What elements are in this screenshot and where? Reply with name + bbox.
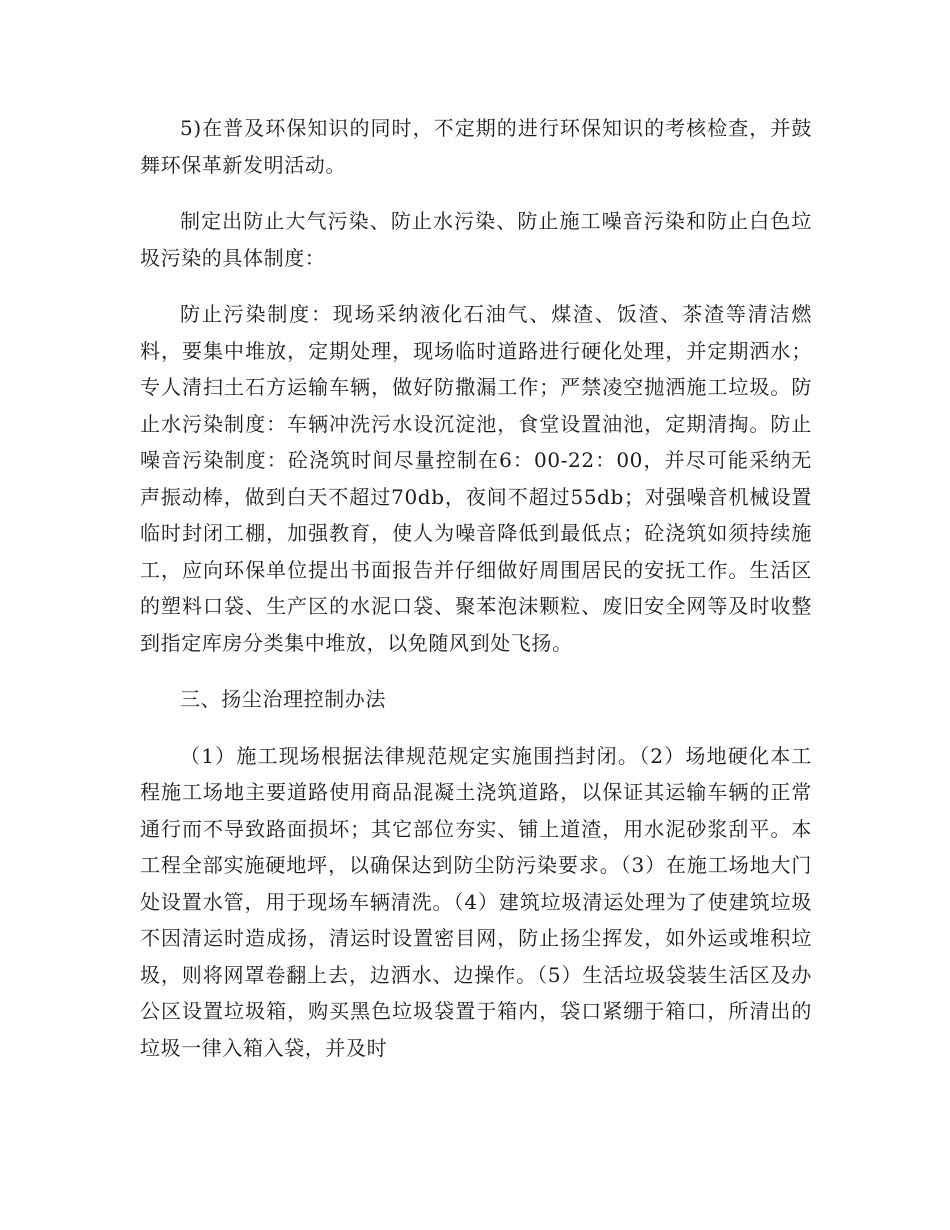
section-heading-dust-control: 三、扬尘治理控制办法 [180,687,386,711]
paragraph-dust-control-measures: （1）施工现场根据法律规范规定实施围挡封闭。（2）场地硬化本工程施工场地主要道路使用商品混凝土浇筑道路，以保证其运输车辆的正常通行而不导致路面损坏；其它部位夯实、铺上道渣，用水泥砂浆刮平。本工程全部实施硬地坪，以确保达到防尘防污染要求。（3）在施工场地大门处设置水管，用于现场车辆清洗。（4）建筑垃圾清运处理为了使建筑垃圾不因清运时造成扬，清运时设置密目网，防止扬尘挥发，如外运或堆积垃圾，则将网罩卷翻上去，边洒水、边操作。（5）生活垃圾袋装生活区及办公区设置垃圾箱，购买黑色垃圾袋置于箱内，袋口紧绷于箱口，所清出的垃圾一律入箱入袋，并及时 [140,743,812,1060]
paragraph-pollution-rules-intro: 制定出防止大气污染、防止水污染、防止施工噪音污染和防止白色垃圾污染的具体制度： [140,209,812,270]
document-body [140,110,812,1086]
paragraph-pollution-prevention: 防止污染制度：现场采纳液化石油气、煤渣、饭渣、茶渣等清洁燃料，要集中堆放，定期处理，现场临时道路进行硬化处理，并定期洒水；专人清扫土石方运输车辆，做好防撒漏工作；严禁凌空抛洒施工垃圾。防止水污染制度：车辆冲洗污水设沉淀池，食堂设置油池，定期清掏。防止噪音污染制度：砼浇筑时间尽量控制在6：00-22：00，并尽可能采纳无声振动棒，做到白天不超过70db，夜间不超过55db；对强噪音机械设置临时封闭工棚，加强教育，使人为噪音降低到最低点；砼浇筑如须持续施工，应向环保单位提出书面报告并仔细做好周围居民的安抚工作。生活区的塑料口袋、生产区的水泥口袋、聚苯泡沫颗粒、废旧安全网等及时收整到指定库房分类集中堆放，以免随风到处飞扬。 [140,302,812,655]
paragraph-env-education: 5)在普及环保知识的同时，不定期的进行环保知识的考核检查，并鼓舞环保革新发明活动。 [140,116,812,177]
